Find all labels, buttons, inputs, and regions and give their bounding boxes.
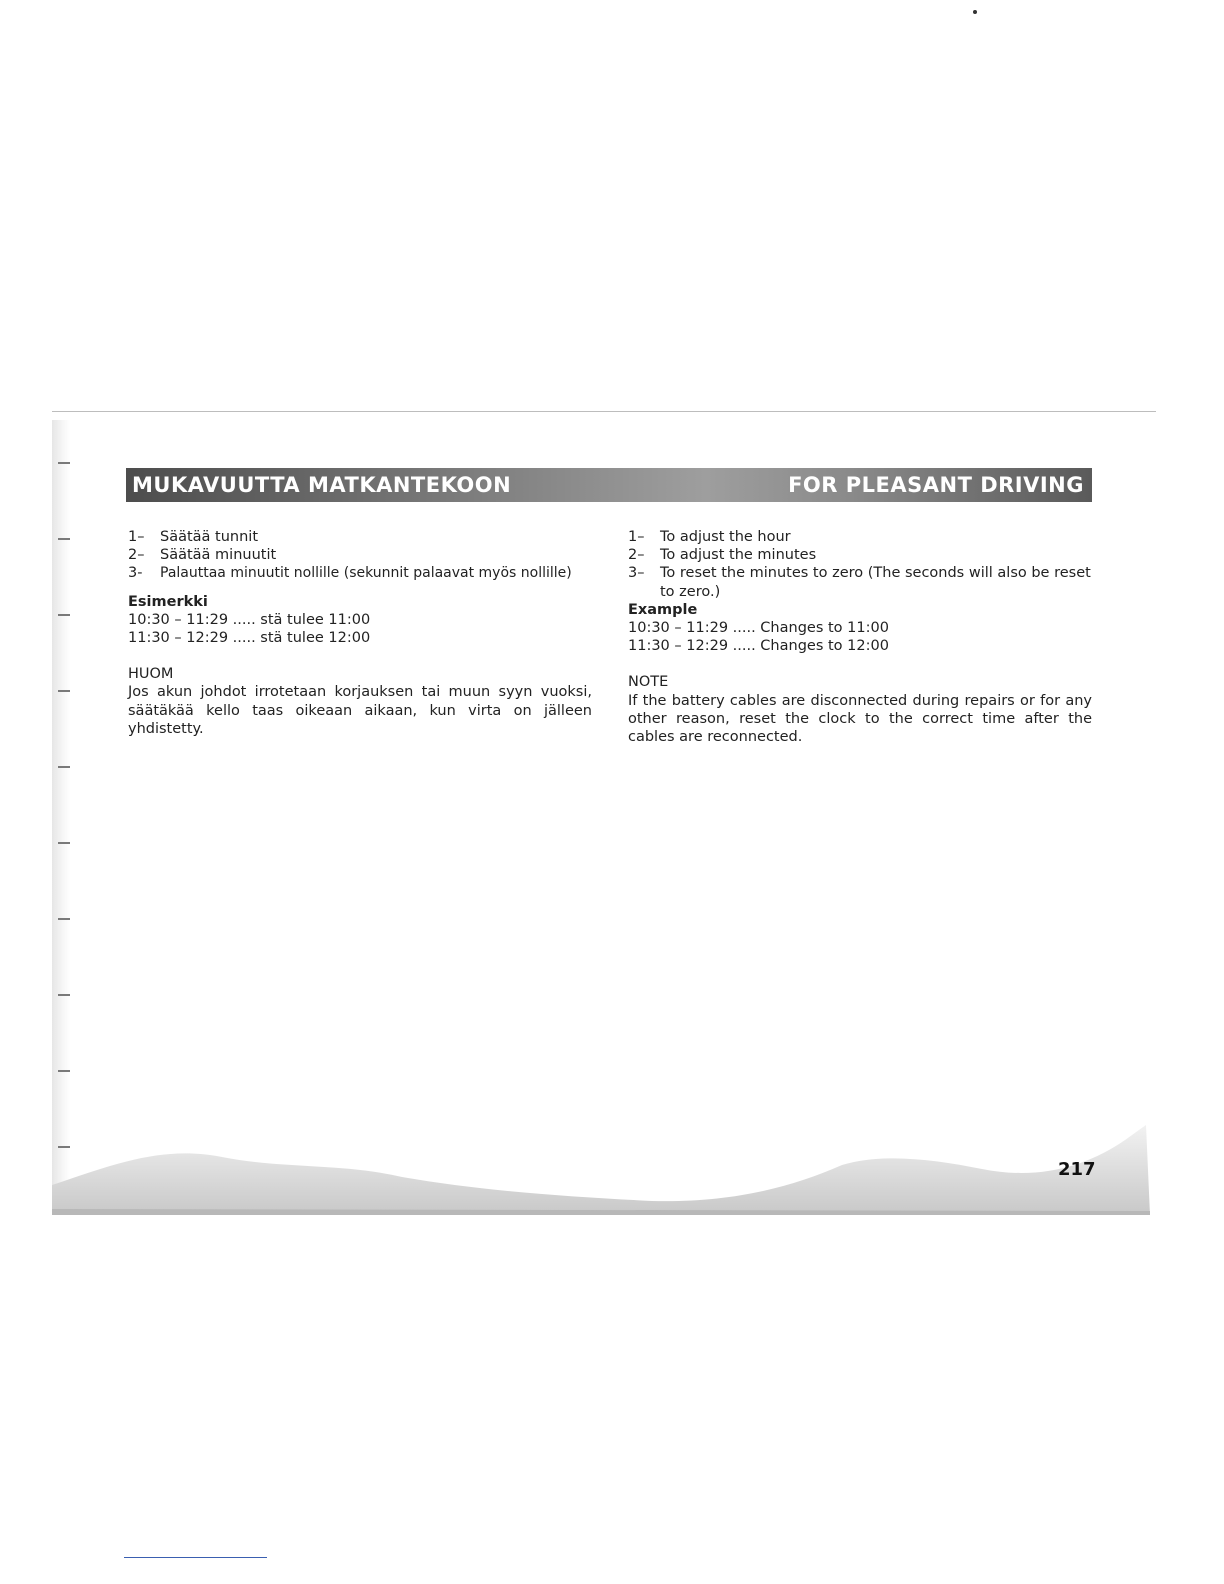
example-heading: Example <box>628 601 698 618</box>
banner-title-english: FOR PLEASANT DRIVING <box>788 473 1084 497</box>
step-text: To reset the minutes to zero (The seconds will also be reset to zero.) <box>660 565 1091 600</box>
binding-tick <box>58 766 70 768</box>
binding-tick <box>58 538 70 540</box>
binding-tick <box>58 994 70 996</box>
footer-rule <box>124 1557 267 1558</box>
step-item <box>628 546 1092 564</box>
step-number: 3– <box>628 565 645 582</box>
binding-tick <box>58 918 70 920</box>
step-item <box>128 528 592 546</box>
note-text: Jos akun johdot irrotetaan korjauksen tai muun syyn vuoksi, säätäkää kello taas oikeaan aikaan, kun virta on jälleen yhdistetty. <box>128 684 592 737</box>
step-item <box>628 528 1092 546</box>
english-column <box>628 528 1092 746</box>
step-text: Säätää minuutit <box>160 547 277 564</box>
step-text: To adjust the hour <box>660 529 791 545</box>
step-text: To adjust the minutes <box>660 547 817 564</box>
step-text: Säätää tunnit <box>160 529 259 545</box>
example-line: 11:30 – 12:29 ..... Changes to 12:00 <box>628 638 889 655</box>
binding-tick <box>58 614 70 616</box>
note-heading: HUOM <box>128 666 174 683</box>
scan-left-edge <box>52 420 70 1200</box>
step-item <box>128 564 592 582</box>
example-line: 10:30 – 11:29 ..... Changes to 11:00 <box>628 620 889 637</box>
binding-tick <box>58 1070 70 1072</box>
finnish-column <box>128 528 592 738</box>
binding-tick <box>58 690 70 692</box>
step-number: 2– <box>128 547 145 564</box>
note-heading: NOTE <box>628 674 669 691</box>
scan-top-edge <box>52 411 1156 412</box>
example-line: 10:30 – 11:29 ..... stä tulee 11:00 <box>128 611 371 628</box>
step-number: 2– <box>628 547 645 564</box>
section-banner <box>126 468 1092 502</box>
example-line: 11:30 – 12:29 ..... stä tulee 12:00 <box>128 630 371 647</box>
scan-bottom-edge <box>52 1125 1150 1215</box>
step-number: 1– <box>628 529 645 545</box>
page-number: 217 <box>1058 1159 1096 1180</box>
speck-mark <box>973 10 977 14</box>
binding-tick <box>58 462 70 464</box>
step-text: Palauttaa minuutit nollille (sekunnit palaavat myös nollille) <box>160 565 572 582</box>
step-item <box>128 546 592 564</box>
step-number: 1– <box>128 529 145 545</box>
step-number: 3- <box>128 565 143 582</box>
binding-tick <box>58 842 70 844</box>
example-heading: Esimerkki <box>128 593 208 610</box>
step-item <box>628 564 1092 600</box>
note-text: If the battery cables are disconnected during repairs or for any other reason, reset the clock to the correct time after the cables are reconnected. <box>628 692 1092 746</box>
banner-title-finnish: MUKAVUUTTA MATKANTEKOON <box>132 473 512 497</box>
